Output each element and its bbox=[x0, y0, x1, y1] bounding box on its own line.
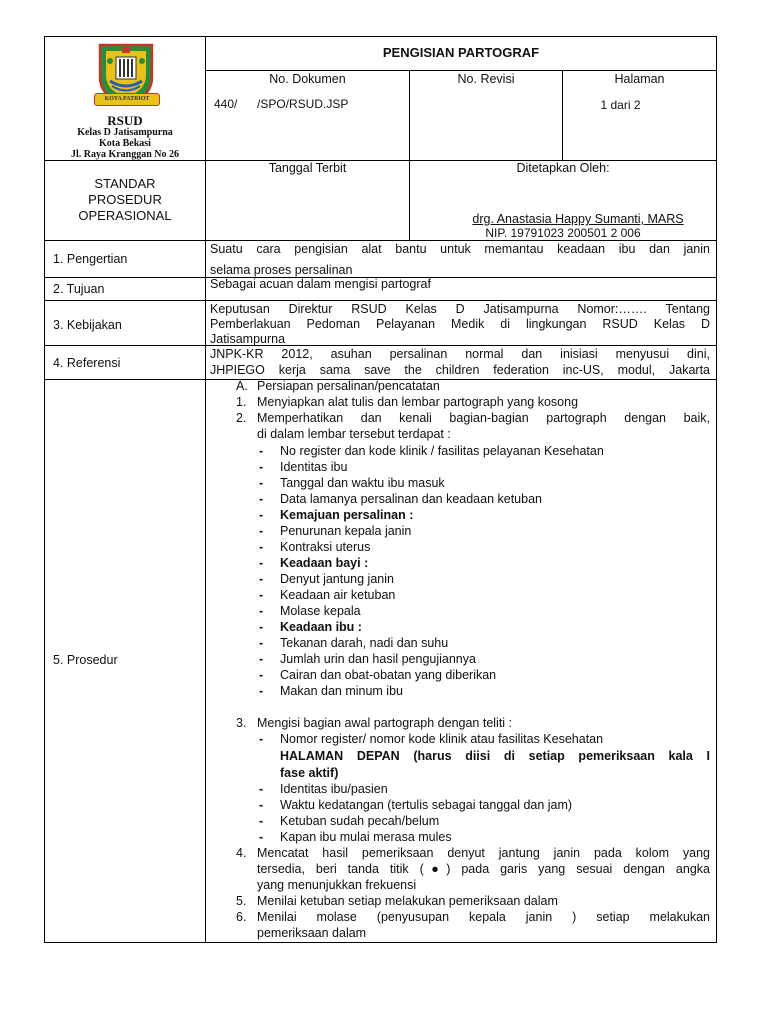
hospital-name: RSUD bbox=[107, 113, 143, 128]
step-2-item: Molase kepala bbox=[280, 604, 361, 618]
step-2-item: Denyut jantung janin bbox=[280, 572, 394, 586]
step-a-text: Persiapan persalinan/pencatatan bbox=[257, 379, 440, 393]
pengertian-line-2: selama proses persalinan bbox=[210, 263, 353, 277]
dash-marker: - bbox=[259, 620, 264, 634]
step-2-item: Keadaan air ketuban bbox=[280, 588, 396, 602]
dash-marker: - bbox=[259, 732, 264, 746]
sop-line-3: OPERASIONAL bbox=[78, 208, 172, 223]
referensi-line-1: JNPK-KR 2012, asuhan persalinan normal dan inisiasi menyusui dini, bbox=[210, 347, 710, 361]
dash-marker: - bbox=[259, 782, 264, 796]
step-3-item: Kapan ibu mulai merasa mules bbox=[280, 830, 452, 844]
dash-marker: - bbox=[259, 572, 264, 586]
dash-marker: - bbox=[259, 684, 264, 698]
step-5-marker: 5. bbox=[236, 894, 247, 908]
step-a-marker: A. bbox=[236, 379, 248, 393]
step-4-line-1: Mencatat hasil pemeriksaan denyut jantung janin pada kolom yang bbox=[257, 846, 710, 860]
step-2-line-1: Memperhatikan dan kenali bagian-bagian partograph dengan baik, bbox=[257, 411, 710, 425]
sop-line-1: STANDAR bbox=[94, 176, 156, 191]
tanggal-terbit-label: Tanggal Terbit bbox=[268, 161, 347, 175]
step-1-marker: 1. bbox=[236, 395, 247, 409]
dash-marker: - bbox=[259, 540, 264, 554]
step-2-item: Data lamanya persalinan dan keadaan ketuban bbox=[280, 492, 542, 506]
no-revisi-label: No. Revisi bbox=[457, 72, 515, 86]
halaman-label: Halaman bbox=[614, 72, 665, 86]
step-1-text: Menyiapkan alat tulis dan lembar partograph yang kosong bbox=[257, 395, 579, 409]
step-4-line-2: tersedia, beri tanda titik (●) pada garis yang sesuai dengan angka bbox=[257, 862, 710, 876]
step-2-item-heading: Kemajuan persalinan : bbox=[280, 508, 414, 522]
dash-marker: - bbox=[259, 814, 264, 828]
step-3-text: Mengisi bagian awal partograph dengan teliti : bbox=[257, 716, 513, 730]
dash-marker: - bbox=[259, 636, 264, 650]
dash-marker: - bbox=[259, 476, 264, 490]
step-2-marker: 2. bbox=[236, 411, 247, 425]
signatory-name: drg. Anastasia Happy Sumanti, MARS bbox=[472, 212, 684, 226]
ditetapkan-label: Ditetapkan Oleh: bbox=[516, 161, 610, 175]
kebijakan-line-3: Jatisampurna bbox=[210, 332, 286, 346]
step-5-text: Menilai ketuban setiap melakukan pemeriksaan dalam bbox=[257, 894, 558, 908]
step-4-marker: 4. bbox=[236, 846, 247, 860]
step-3-item: Nomor register/ nomor kode klinik atau fasilitas Kesehatan bbox=[280, 732, 604, 746]
referensi-label: 4. Referensi bbox=[53, 356, 121, 370]
step-2-item-heading: Keadaan bayi : bbox=[280, 556, 369, 570]
step-3-item: Identitas ibu/pasien bbox=[280, 782, 388, 796]
dash-marker: - bbox=[259, 524, 264, 538]
city-emblem-logo bbox=[92, 41, 160, 109]
kebijakan-label: 3. Kebijakan bbox=[53, 318, 122, 332]
step-2-item: Makan dan minum ibu bbox=[280, 684, 403, 698]
tujuan-label: 2. Tujuan bbox=[53, 282, 105, 296]
pengertian-line-1: Suatu cara pengisian alat bantu untuk memantau keadaan ibu dan janin bbox=[210, 242, 710, 256]
step-2-item: Kontraksi uterus bbox=[280, 540, 371, 554]
sop-line-2: PROSEDUR bbox=[88, 192, 162, 207]
signatory-nip: NIP. 19791023 200501 2 006 bbox=[485, 226, 641, 240]
no-dokumen-label: No. Dokumen bbox=[269, 72, 346, 86]
step-6-line-1: Menilai molase (penyusupan kepala janin ) setiap melakukan bbox=[257, 910, 710, 924]
dash-marker: - bbox=[259, 460, 264, 474]
step-6-line-2: pemeriksaan dalam bbox=[257, 926, 367, 940]
step-6-marker: 6. bbox=[236, 910, 247, 924]
step-4-line-3: yang menunjukkan frekuensi bbox=[257, 878, 417, 892]
step-2-item: Tekanan darah, nadi dan suhu bbox=[280, 636, 449, 650]
dash-marker: - bbox=[259, 508, 264, 522]
referensi-line-2: JHPIEGO kerja sama save the children federation inc-US, modul, Jakarta bbox=[210, 363, 710, 377]
step-2-item: Identitas ibu bbox=[280, 460, 348, 474]
dash-marker: - bbox=[259, 798, 264, 812]
step-2-item: Tanggal dan waktu ibu masuk bbox=[280, 476, 445, 490]
step-2-line-2: di dalam lembar tersebut terdapat : bbox=[257, 427, 451, 441]
dash-marker: - bbox=[259, 556, 264, 570]
logo-caption: KOTA PATRIOT bbox=[104, 96, 150, 102]
pengertian-label: 1. Pengertian bbox=[53, 252, 128, 266]
step-3-item: Ketuban sudah pecah/belum bbox=[280, 814, 440, 828]
no-dokumen-prefix: 440/ bbox=[214, 97, 238, 111]
dash-marker: - bbox=[259, 604, 264, 618]
dash-marker: - bbox=[259, 492, 264, 506]
no-dokumen-suffix: /SPO/RSUD.JSP bbox=[257, 97, 349, 111]
dash-marker: - bbox=[259, 830, 264, 844]
kebijakan-line-1: Keputusan Direktur RSUD Kelas D Jatisampurna Nomor:……. Tentang bbox=[210, 302, 710, 316]
hospital-city: Kota Bekasi bbox=[99, 138, 151, 149]
dash-marker: - bbox=[259, 668, 264, 682]
dash-marker: - bbox=[259, 444, 264, 458]
step-3-item: Waktu kedatangan (tertulis sebagai tanggal dan jam) bbox=[280, 798, 573, 812]
dash-marker: - bbox=[259, 652, 264, 666]
step-3-bold-line-2: fase aktif) bbox=[280, 766, 339, 780]
document-title: PENGISIAN PARTOGRAF bbox=[382, 45, 540, 60]
dash-marker: - bbox=[259, 588, 264, 602]
step-2-item: Penurunan kepala janin bbox=[280, 524, 412, 538]
step-3-bold-line-1: HALAMAN DEPAN (harus diisi di setiap pemeriksaan kala I bbox=[280, 749, 710, 763]
step-2-item: Cairan dan obat-obatan yang diberikan bbox=[280, 668, 497, 682]
halaman-value: 1 dari 2 bbox=[600, 98, 641, 112]
step-2-item-heading: Keadaan ibu : bbox=[280, 620, 362, 634]
hospital-class: Kelas D Jatisampurna bbox=[77, 127, 173, 138]
step-2-item: No register dan kode klinik / fasilitas pelayanan Kesehatan bbox=[280, 444, 604, 458]
hospital-address: Jl. Raya Kranggan No 26 bbox=[70, 149, 180, 160]
tujuan-text: Sebagai acuan dalam mengisi partograf bbox=[210, 277, 431, 291]
prosedur-label: 5. Prosedur bbox=[53, 653, 118, 667]
logo-ribbon bbox=[94, 93, 160, 106]
step-3-marker: 3. bbox=[236, 716, 247, 730]
step-2-item: Jumlah urin dan hasil pengujiannya bbox=[280, 652, 476, 666]
kebijakan-line-2: Pemberlakuan Pedoman Pelayanan Medik di lingkungan RSUD Kelas D bbox=[210, 317, 710, 331]
